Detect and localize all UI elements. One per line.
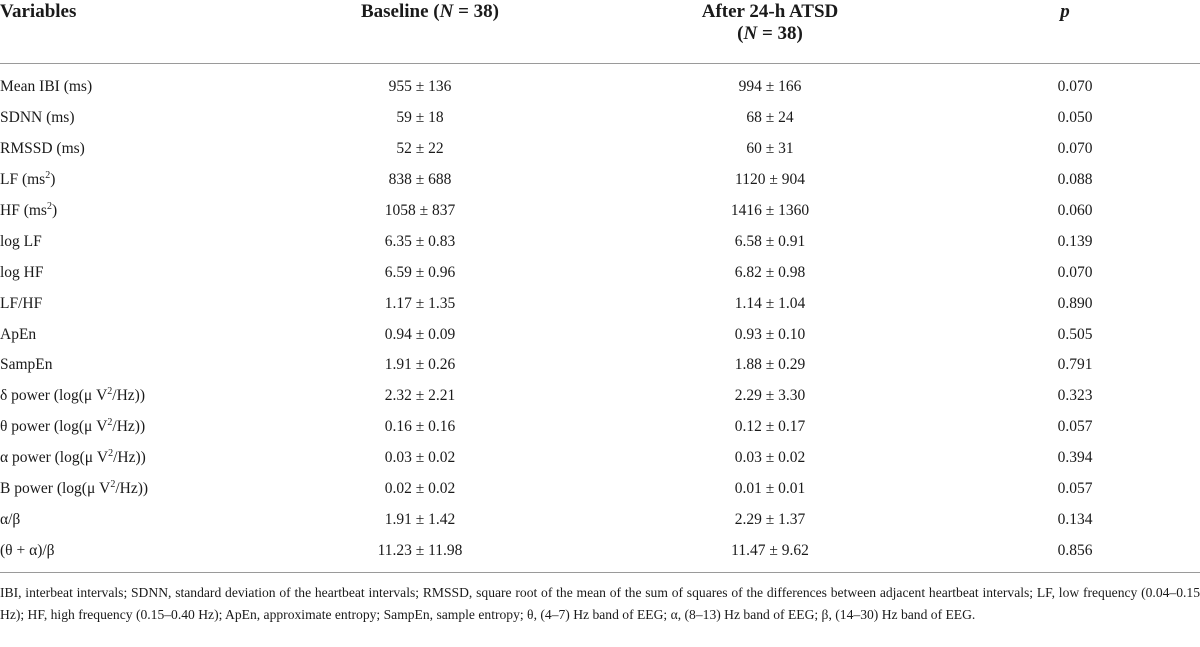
cell-variable-suffix: /Hz)): [112, 387, 145, 405]
table-row: [0, 443, 1200, 474]
cell-baseline: 1.17 ± 1.35: [384, 294, 456, 312]
table-row: [0, 319, 1200, 350]
cell-variable-suffix: ): [51, 202, 58, 219]
header-baseline-suffix: = 38): [453, 1, 500, 22]
table-body: [0, 64, 1200, 573]
cell-baseline: 0.02 ± 0.02: [384, 480, 456, 498]
cell-after: 0.01 ± 0.01: [734, 480, 806, 498]
header-after-suffix: = 38): [757, 23, 803, 44]
cell-after: 994 ± 166: [738, 78, 802, 96]
header-after-prefix: (: [737, 23, 744, 44]
cell-variable: RMSSD (ms): [0, 140, 85, 158]
cell-baseline: 6.59 ± 0.96: [384, 263, 456, 281]
cell-variable-superscript: 2: [45, 170, 51, 182]
cell-variable-superscript: 2: [108, 448, 114, 460]
cell-baseline: 1058 ± 837: [384, 202, 456, 219]
cell-variable: LF/HF: [0, 294, 43, 312]
cell-variable-suffix: /Hz)): [113, 449, 146, 467]
header-after-line2: [610, 23, 930, 45]
table-row: [0, 64, 1200, 103]
cell-p-value: 0.323: [1057, 387, 1093, 405]
cell-baseline: 0.94 ± 0.09: [384, 325, 456, 343]
cell-after: 6.82 ± 0.98: [734, 263, 806, 281]
table-row: [0, 165, 1200, 196]
cell-after: 1.14 ± 1.04: [734, 294, 806, 312]
cell-variable-superscript: 2: [107, 417, 113, 429]
cell-p-value: 0.060: [1057, 202, 1093, 219]
cell-after: 1120 ± 904: [735, 171, 805, 189]
cell-baseline: 0.16 ± 0.16: [384, 418, 456, 436]
table-row: [0, 350, 1200, 381]
header-baseline-prefix: Baseline (: [360, 1, 440, 22]
table-header: [0, 0, 1200, 64]
table-row: [0, 412, 1200, 443]
cell-variable: [0, 474, 250, 505]
header-p-label: p: [1060, 1, 1070, 22]
cell-variable-prefix: δ power (log(μ V: [0, 387, 108, 405]
cell-p-value: 0.057: [1057, 418, 1093, 436]
header-row: [0, 0, 1200, 64]
cell-variable: [0, 381, 250, 412]
cell-p-value: 0.856: [930, 535, 1200, 572]
header-after: [610, 0, 930, 64]
cell-after: 2.29 ± 1.37: [734, 510, 806, 528]
table-row: [0, 134, 1200, 165]
header-variables-label: Variables: [0, 1, 77, 22]
header-baseline: [250, 0, 610, 64]
cell-after: 2.29 ± 3.30: [734, 387, 806, 405]
cell-variable: [0, 196, 250, 227]
cell-after: 0.12 ± 0.17: [734, 418, 806, 436]
header-after-line1: After 24-h ATSD: [701, 1, 839, 22]
cell-p-value: 0.791: [1057, 356, 1093, 374]
header-p: [930, 0, 1200, 64]
cell-variable-superscript: 2: [110, 479, 116, 491]
header-baseline-n: N: [439, 1, 454, 22]
cell-baseline: 955 ± 136: [388, 78, 452, 96]
table-row: [0, 381, 1200, 412]
cell-variable: SDNN (ms): [0, 109, 75, 127]
table-row: [0, 103, 1200, 134]
cell-after: 6.58 ± 0.91: [734, 232, 806, 250]
cell-after: 60 ± 31: [746, 140, 794, 158]
table-row: [0, 226, 1200, 257]
cell-baseline: 1.91 ± 0.26: [384, 356, 456, 374]
cell-p-value: 0.070: [1057, 263, 1093, 281]
cell-after: 1416 ± 1360: [730, 202, 810, 219]
cell-variable: log HF: [0, 263, 44, 281]
cell-after: 11.47 ± 9.62: [610, 535, 930, 572]
cell-baseline: 2.32 ± 2.21: [384, 387, 456, 405]
cell-baseline: 0.03 ± 0.02: [384, 449, 456, 467]
cell-variable: [0, 165, 250, 196]
cell-baseline: 6.35 ± 0.83: [384, 232, 456, 250]
cell-p-value: 0.057: [1057, 480, 1093, 498]
header-after-n: N: [743, 23, 758, 44]
cell-p-value: 0.050: [1057, 109, 1093, 127]
cell-variable: ApEn: [0, 325, 37, 343]
table-row: [0, 504, 1200, 535]
cell-variable-suffix: /Hz)): [112, 418, 146, 436]
cell-variable-prefix: θ power (log(μ V: [0, 418, 108, 436]
cell-variable-suffix: ): [50, 171, 56, 189]
cell-p-value: 0.139: [1057, 232, 1093, 250]
cell-variable-superscript: 2: [46, 201, 52, 212]
cell-variable: SampEn: [0, 356, 53, 374]
cell-baseline: 59 ± 18: [396, 109, 444, 127]
cell-variable-prefix: LF (ms: [0, 171, 46, 189]
table-row: [0, 535, 1200, 572]
cell-variable-prefix: α power (log(μ V: [0, 449, 109, 467]
cell-variable: log LF: [0, 232, 42, 250]
cell-variable: Mean IBI (ms): [0, 78, 93, 96]
cell-variable-prefix: Β power (log(μ V: [0, 480, 111, 498]
cell-p-value: 0.134: [1057, 510, 1093, 528]
header-variables: [0, 0, 250, 64]
cell-variable: [0, 443, 250, 474]
table-row: [0, 288, 1200, 319]
cell-baseline: 52 ± 22: [396, 140, 444, 158]
cell-p-value: 0.505: [1057, 325, 1093, 343]
cell-after: 68 ± 24: [746, 109, 794, 127]
cell-p-value: 0.890: [1057, 294, 1093, 312]
cell-p-value: 0.088: [1057, 171, 1093, 189]
cell-p-value: 0.070: [1057, 78, 1093, 96]
table-footnote: IBI, interbeat intervals; SDNN, standard deviation of the heartbeat intervals; RMSSD, square root of the mean of the sum of squares of the differences between adjacent heartbeat intervals; LF, low frequency (0.04–0.15 Hz); HF, high frequency (0.15–0.40 Hz); ApEn, approximate entropy; SampEn, sample entropy; θ, (4–7) Hz band of EEG; α, (8–13) Hz band of EEG; β, (14–30) Hz band of EEG.: [0, 585, 1200, 622]
cell-variable-superscript: 2: [107, 386, 113, 398]
cell-variable: (θ + α)/β: [0, 535, 250, 572]
cell-p-value: 0.394: [1057, 449, 1093, 467]
cell-variable: [0, 412, 250, 443]
table-row: [0, 196, 1200, 227]
cell-after: 0.93 ± 0.10: [734, 325, 806, 343]
cell-after: 1.88 ± 0.29: [734, 356, 806, 374]
cell-variable-suffix: /Hz)): [115, 480, 149, 498]
cell-baseline: 1.91 ± 1.42: [384, 510, 456, 528]
cell-baseline: 838 ± 688: [388, 171, 452, 189]
cell-after: 0.03 ± 0.02: [734, 449, 806, 467]
table-row: [0, 257, 1200, 288]
cell-baseline: 11.23 ± 11.98: [250, 535, 610, 572]
cell-p-value: 0.070: [1057, 140, 1093, 158]
table-row: [0, 474, 1200, 505]
cell-variable: α/β: [0, 510, 21, 528]
cell-variable-prefix: HF (ms: [0, 202, 47, 219]
